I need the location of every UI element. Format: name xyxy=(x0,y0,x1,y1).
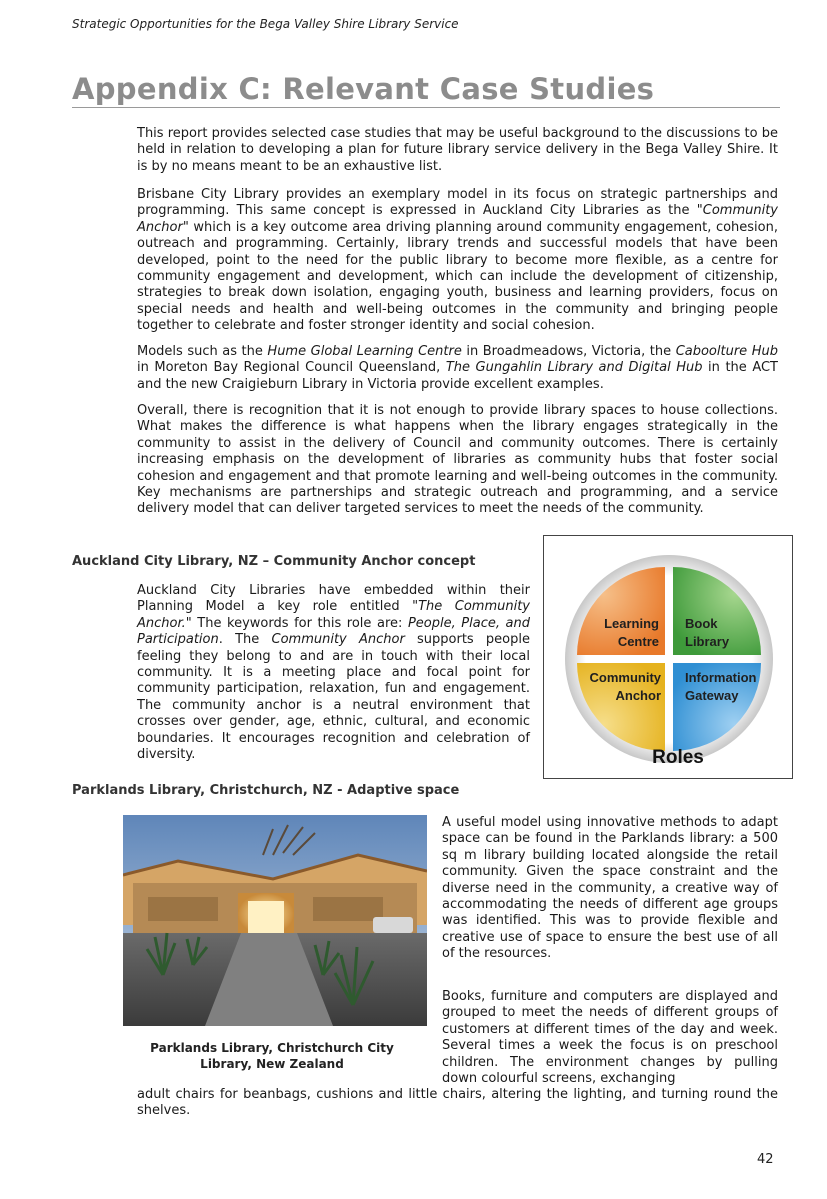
parklands-library-photo xyxy=(123,815,427,1026)
parklands-paragraph-1: A useful model using innovative methods to adapt space can be found in the Parklands library: a 500 sq m library building located alongside the retail community. Given the space constraint and the diverse need in the community, a creative way of accommodating the needs of different age groups was identified. This was to provide flexible and creative use of space to ensure the best use of all of the resources. xyxy=(442,815,778,962)
photo-caption: Parklands Library, Christchurch City Library, New Zealand xyxy=(150,1041,394,1071)
parklands-paragraph-2: Books, furniture and computers are displayed and grouped to meet the needs of different groups of customers at different times of the day and week. Several times a week the focus is on preschool children. The environment changes by pulling down colourful screens, exchanging xyxy=(442,989,778,1087)
roles-label-information-1: Information xyxy=(685,670,757,685)
roles-label-book-2: Library xyxy=(685,634,730,649)
intro-paragraph-1: This report provides selected case studies that may be useful background to the discussions to be held in relation to developing a plan for future library service delivery in the Bega Valley Shire. It is by no means meant to be an exhaustive list. xyxy=(137,126,778,174)
roles-label-learning-1: Learning xyxy=(604,616,659,631)
page-title: Appendix C: Relevant Case Studies xyxy=(72,72,655,106)
parklands-paragraph-2-continued: adult chairs for beanbags, cushions and little chairs, altering the lighting, and turning round the shelves. xyxy=(137,1087,778,1119)
roles-caption: Roles xyxy=(652,747,704,768)
intro-paragraph-2: Brisbane City Library provides an exemplary model in its focus on strategic partnerships and programming. This same concept is expressed in Auckland City Libraries as the "Community Anchor" which is a key outcome area driving planning around community engagement, cohesion, outreach and programming. Certainly, library trends and successful models that have been developed, point to the need for the public library to become more flexible, as a centre for community engagement and development, which can include the development of citizenship, strategies to break down isolation, engaging youth, business and learning providers, focus on special needs and health and well-being outcomes in the community and bringing people together to celebrate and foster stronger identity and social cohesion. xyxy=(137,187,778,334)
roles-label-information-2: Gateway xyxy=(685,688,739,703)
intro-paragraph-4: Overall, there is recognition that it is not enough to provide library spaces to house collections. What makes the difference is what happens when the library engages strategically in the community to assist in the delivery of Council and community outcomes. There is certainly increasing emphasis on the development of libraries as community hubs that foster social cohesion and engagement and that promote learning and well-being outcomes in the community. Key mechanisms are partnerships and strategic outreach and programming, and a service delivery model that can deliver targeted services to meet the needs of the community. xyxy=(137,403,778,517)
roles-label-learning-2: Centre xyxy=(617,634,659,649)
roles-ring xyxy=(565,555,773,763)
auckland-paragraph: Auckland City Libraries have embedded within their Planning Model a key role entitled "The Community Anchor." The keywords for this role are: People, Place, and Participation. The Community Anchor supports people feeling they belong to and are in touch with their local community. It is a meeting place and focal point for community participation, relaxation, fun and engagement. The community anchor is a neutral environment that crosses over gender, age, ethnic, cultural, and economic boundaries. It encourages recognition and celebration of diversity. xyxy=(137,583,530,763)
roles-label-book-1: Book xyxy=(685,616,718,631)
title-rule xyxy=(72,107,780,108)
roles-diagram xyxy=(543,535,793,779)
page-number: 42 xyxy=(757,1152,774,1167)
parklands-heading: Parklands Library, Christchurch, NZ - Adaptive space xyxy=(72,783,460,798)
roles-label-community-1: Community xyxy=(589,670,661,685)
intro-paragraph-3: Models such as the Hume Global Learning Centre in Broadmeadows, Victoria, the Caboolture Hub in Moreton Bay Regional Council Queensland, The Gungahlin Library and Digital Hub in the ACT and the new Craigieburn Library in Victoria provide excellent examples. xyxy=(137,344,778,392)
roles-label-community-2: Anchor xyxy=(615,688,661,703)
auckland-heading: Auckland City Library, NZ – Community Anchor concept xyxy=(72,554,476,569)
running-header: Strategic Opportunities for the Bega Valley Shire Library Service xyxy=(72,17,459,31)
